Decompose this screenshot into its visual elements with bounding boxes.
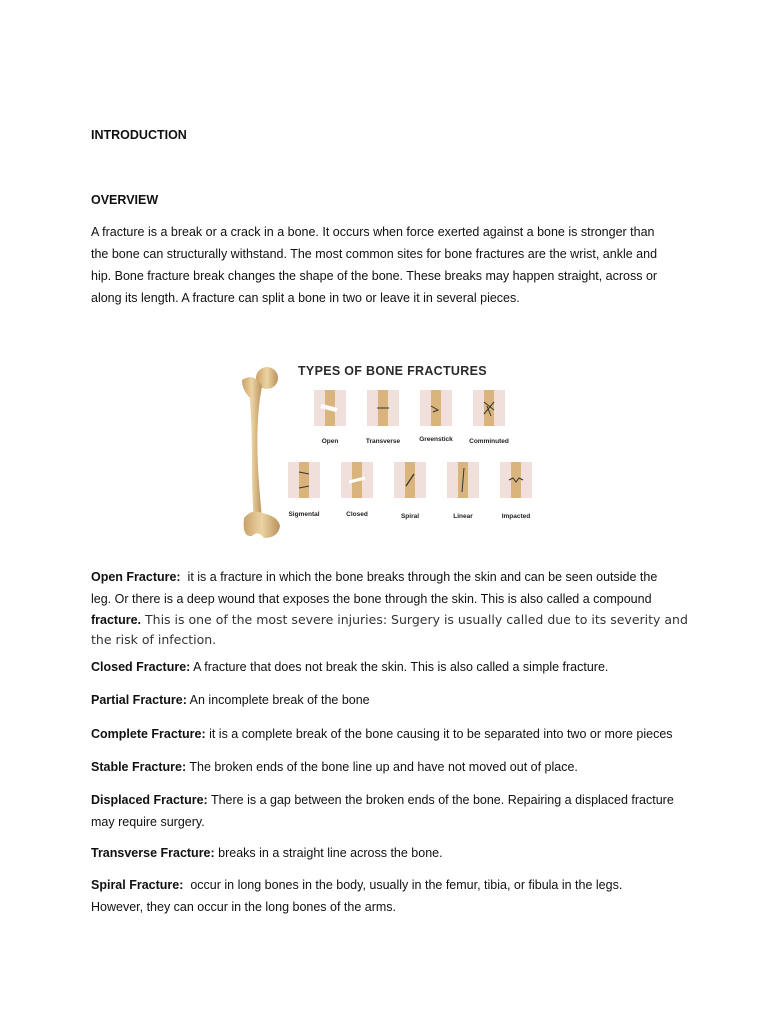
greenstick-fracture-icon [420,390,452,426]
fracture-tile-impacted [500,462,532,498]
definition-text: An incomplete break of the bone [186,693,370,707]
term-complete: Complete Fracture: [91,727,206,741]
fracture-tile-linear [447,462,479,498]
term-transverse: Transverse Fracture: [91,846,215,860]
term-stable: Stable Fracture: [91,760,187,774]
overview-line: A fracture is a break or a crack in a bone. It occurs when force exerted against a bone is stronger than [91,225,655,239]
label-linear: Linear [453,513,473,520]
label-spiral: Spiral [400,513,420,520]
definition-text: occur in long bones in the body, usually in the femur, tibia, or fibula in the legs. [183,878,623,892]
transverse-fracture-definition [91,842,691,864]
term-open: Open Fracture: [91,570,181,584]
overview-heading: OVERVIEW [91,193,159,207]
overview-paragraph [91,221,691,309]
definition-text: A fracture that does not break the skin. This is also called a simple fracture. [190,660,609,674]
overview-line: hip. Bone fracture break changes the shape of the bone. These breaks may happen straight, across or [91,269,658,283]
overview-line: the bone can structurally withstand. The most common sites for bone fractures are the wrist, ankle and [91,247,658,261]
fracture-tile-sigmental [288,462,320,498]
overview-line: along its length. A fracture can split a bone in two or leave it in several pieces. [91,291,520,305]
spiral-fracture-definition [91,874,691,918]
fracture-tile-closed [341,462,373,498]
label-comminuted: Comminuted [469,438,509,445]
bone-fractures-figure [232,358,532,543]
term-partial: Partial Fracture: [91,693,187,707]
term-spiral: Spiral Fracture: [91,878,184,892]
definition-text: leg. Or there is a deep wound that exposes the bone through the skin. This is also called a compound [91,592,652,606]
complete-fracture-definition [91,723,691,745]
definition-text: However, they can occur in the long bones of the arms. [91,900,397,914]
definition-text: it is a complete break of the bone causing it to be separated into two or more pieces [205,727,673,741]
definition-text: The broken ends of the bone line up and have not moved out of place. [186,760,578,774]
definition-text: There is a gap between the broken ends of the bone. Repairing a displaced fracture [207,793,674,807]
displaced-fracture-definition [91,789,691,833]
label-open: Open [321,438,339,445]
fracture-tile-comminuted [473,390,505,426]
term-displaced: Displaced Fracture: [91,793,208,807]
comminuted-fracture-icon [473,390,505,426]
label-sigmental: Sigmental [288,511,320,518]
definition-text: This is one of the most severe injuries: Surgery is usually called due to its severity and [141,612,688,627]
linear-fracture-icon [447,462,479,498]
open-fracture-icon [314,390,346,426]
open-fracture-definition [91,566,691,650]
transverse-fracture-icon [367,390,399,426]
fracture-tile-open [314,390,346,426]
label-greenstick: Greenstick [419,436,453,443]
term-closed: Closed Fracture: [91,660,191,674]
closed-fracture-definition [91,656,691,678]
label-transverse: Transverse [365,438,401,445]
introduction-heading: INTRODUCTION [91,128,187,142]
sigmental-fracture-icon [288,462,320,498]
spiral-fracture-icon [394,462,426,498]
partial-fracture-definition [91,689,691,711]
definition-text: may require surgery. [91,815,205,829]
definition-text: it is a fracture in which the bone breaks through the skin and can be seen outside the [180,570,658,584]
stable-fracture-definition [91,756,691,778]
fracture-tile-greenstick [420,390,452,426]
label-impacted: Impacted [501,513,531,520]
figure-title: TYPES OF BONE FRACTURES [298,364,487,378]
definition-text: breaks in a straight line across the bone. [214,846,443,860]
fracture-tile-spiral [394,462,426,498]
label-closed: Closed [346,511,368,518]
term-fracture: fracture. [91,613,142,627]
definition-text: the risk of infection. [91,632,217,647]
impacted-fracture-icon [500,462,532,498]
fracture-tile-transverse [367,390,399,426]
closed-fracture-icon [341,462,373,498]
